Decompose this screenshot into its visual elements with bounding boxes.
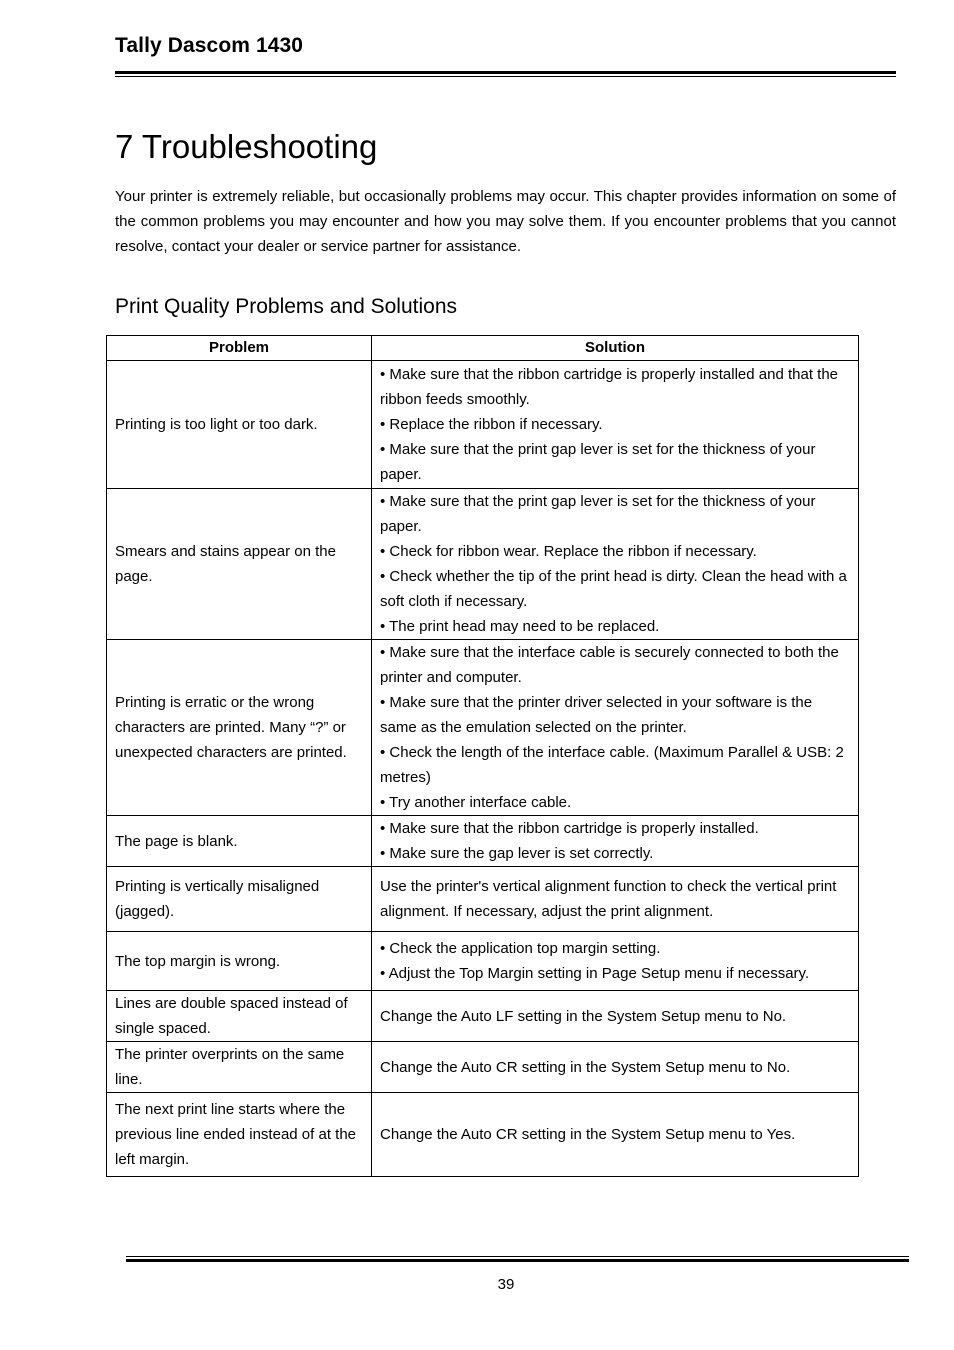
solution-line: • Adjust the Top Margin setting in Page Setup menu if necessary.	[380, 965, 810, 982]
header-rule-thin	[115, 76, 896, 77]
solution-line: • Make sure that the print gap lever is set for the thickness of your paper.	[380, 441, 816, 483]
table-header-row	[107, 336, 859, 361]
solution-cell	[372, 816, 859, 867]
table-row	[107, 489, 859, 640]
solution-line: • Check the application top margin setting.	[380, 940, 661, 957]
solution-cell	[372, 361, 859, 489]
solution-cell	[372, 640, 859, 816]
section-title: Print Quality Problems and Solutions	[115, 295, 457, 318]
solution-line: • Try another interface cable.	[380, 794, 572, 811]
page-number: 39	[497, 1276, 515, 1293]
solution-cell	[372, 489, 859, 640]
chapter-intro: Your printer is extremely reliable, but occasionally problems may occur. This chapter provides information on some of the common problems you may encounter and how you may solve them. If you encounter problems that you cannot resolve, contact your dealer or service partner for assistance.	[115, 188, 896, 255]
table-row	[107, 932, 859, 991]
solution-line: Change the Auto CR setting in the System Setup menu to No.	[380, 1058, 791, 1076]
solution-line: • Make sure that the print gap lever is set for the thickness of your paper.	[380, 493, 816, 535]
table-row	[107, 361, 859, 489]
problem-cell: Printing is vertically misaligned (jagged).	[107, 867, 372, 932]
solution-line: • Check for ribbon wear. Replace the ribbon if necessary.	[380, 543, 757, 560]
solution-line: • Replace the ribbon if necessary.	[380, 416, 603, 433]
solution-line: • Check whether the tip of the print head is dirty. Clean the head with a soft cloth if necessary.	[380, 568, 847, 610]
problem-cell: Printing is erratic or the wrong characters are printed. Many “?” or unexpected characters are printed.	[107, 640, 372, 816]
solution-cell	[372, 991, 859, 1042]
running-header-title: Tally Dascom 1430	[115, 34, 304, 57]
solution-line: • The print head may need to be replaced.	[380, 618, 660, 635]
solution-line: Change the Auto LF setting in the System Setup menu to No.	[380, 1007, 787, 1025]
problem-cell: The top margin is wrong.	[107, 932, 372, 991]
footer-rule-thin	[126, 1256, 909, 1257]
solution-line: • Make sure the gap lever is set correctly.	[380, 845, 654, 862]
solution-line: • Make sure that the ribbon cartridge is properly installed.	[380, 820, 759, 837]
table-row	[107, 867, 859, 932]
problem-cell: The printer overprints on the same line.	[107, 1042, 372, 1093]
solution-cell	[372, 1093, 859, 1177]
problem-cell: Smears and stains appear on the page.	[107, 489, 372, 640]
solution-line: Use the printer's vertical alignment function to check the vertical print alignment. If necessary, adjust the print alignment.	[380, 878, 837, 920]
header-rule-thick	[115, 71, 896, 74]
solution-line: • Make sure that the printer driver selected in your software is the same as the emulation selected on the printer.	[380, 694, 813, 736]
header-problem: Problem	[107, 336, 372, 361]
table-row	[107, 991, 859, 1042]
footer-rule-thick	[126, 1259, 909, 1262]
table-row	[107, 816, 859, 867]
solution-line: • Make sure that the ribbon cartridge is properly installed and that the ribbon feeds smoothly.	[380, 366, 839, 408]
table-row	[107, 640, 859, 816]
solution-cell	[372, 1042, 859, 1093]
header-solution: Solution	[372, 336, 859, 361]
problem-cell: Lines are double spaced instead of single spaced.	[107, 991, 372, 1042]
chapter-title: 7 Troubleshooting	[115, 128, 378, 165]
problem-cell: Printing is too light or too dark.	[107, 361, 372, 489]
problem-cell: The next print line starts where the previous line ended instead of at the left margin.	[107, 1093, 372, 1177]
problem-cell: The page is blank.	[107, 816, 372, 867]
troubleshooting-table	[106, 335, 859, 1177]
solution-line: Change the Auto CR setting in the System Setup menu to Yes.	[380, 1126, 796, 1143]
solution-cell	[372, 932, 859, 991]
solution-line: • Make sure that the interface cable is securely connected to both the printer and computer.	[380, 644, 839, 686]
solution-cell	[372, 867, 859, 932]
table-row	[107, 1042, 859, 1093]
table-row	[107, 1093, 859, 1177]
solution-line: • Check the length of the interface cable. (Maximum Parallel & USB: 2 metres)	[380, 744, 844, 786]
